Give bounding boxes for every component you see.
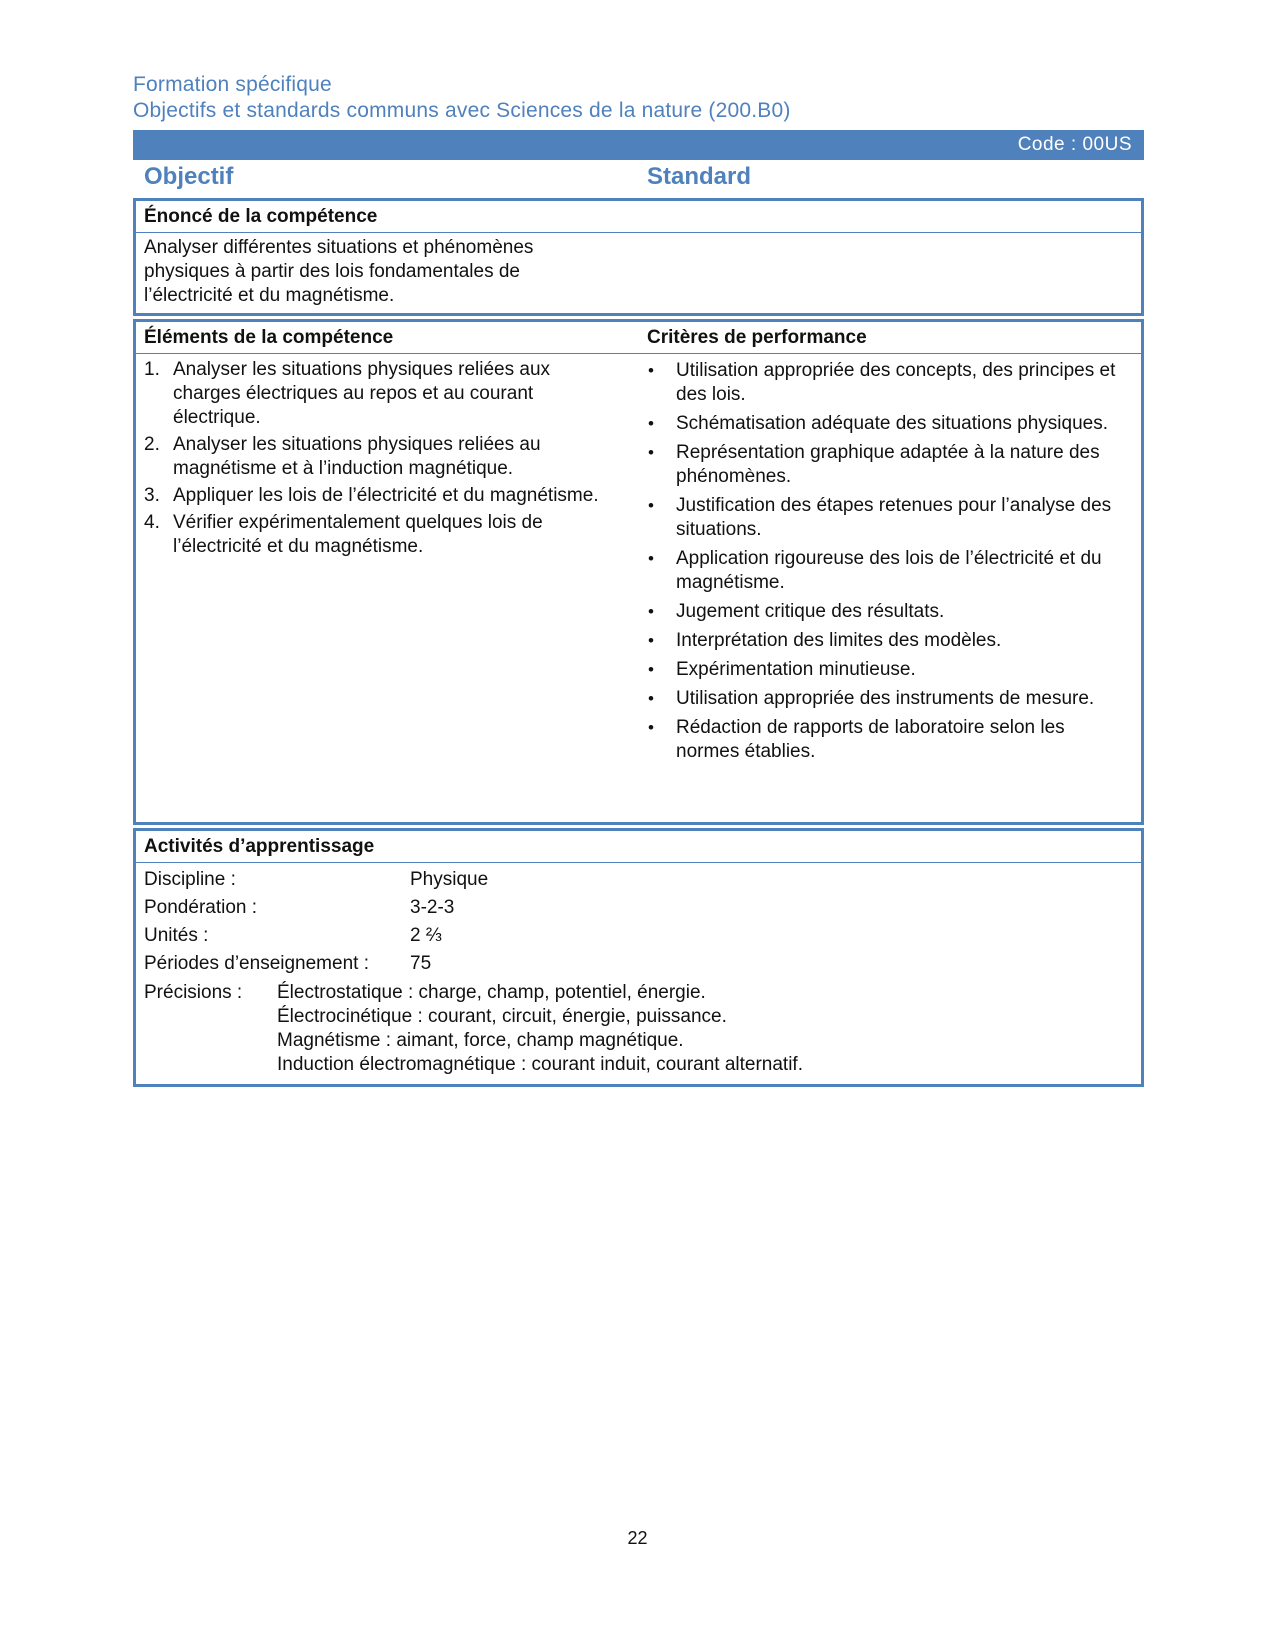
critere-text: Application rigoureuse des lois de l’électricité et du magnétisme. bbox=[676, 548, 1102, 593]
element-item bbox=[144, 511, 614, 559]
objectif-heading: Objectif bbox=[144, 163, 234, 190]
critere-text: Utilisation appropriée des concepts, des principes et des lois. bbox=[676, 360, 1116, 405]
element-number: 1. bbox=[144, 359, 160, 380]
critere-text: Jugement critique des résultats. bbox=[676, 601, 945, 622]
critere-item bbox=[647, 441, 1117, 489]
discipline-value: Physique bbox=[410, 869, 489, 890]
elements-title: Éléments de la compétence bbox=[144, 327, 394, 348]
critere-text: Schématisation adéquate des situations physiques. bbox=[676, 413, 1108, 434]
critere-item bbox=[647, 494, 1117, 542]
element-number: 3. bbox=[144, 485, 160, 506]
critere-text: Expérimentation minutieuse. bbox=[676, 659, 916, 680]
ponderation-value: 3-2-3 bbox=[410, 897, 455, 918]
critere-item bbox=[647, 359, 1117, 407]
enonce-section bbox=[133, 198, 1144, 316]
bullet-icon: • bbox=[648, 549, 654, 568]
element-text: Analyser les situations physiques reliées au magnétisme et à l’induction magnétique. bbox=[173, 434, 541, 479]
column-headings bbox=[133, 160, 1144, 198]
element-text: Appliquer les lois de l’électricité et du magnétisme. bbox=[173, 485, 599, 506]
code-bar bbox=[133, 130, 1144, 160]
criteres-title: Critères de performance bbox=[647, 327, 867, 348]
element-number: 2. bbox=[144, 434, 160, 455]
ponderation-label: Pondération : bbox=[144, 897, 258, 918]
bullet-icon: • bbox=[648, 631, 654, 650]
bullet-icon: • bbox=[648, 443, 654, 462]
critere-item bbox=[647, 547, 1117, 595]
bullet-icon: • bbox=[648, 496, 654, 515]
elements-header bbox=[136, 322, 1141, 354]
activites-section bbox=[133, 828, 1144, 1087]
critere-item bbox=[647, 412, 1117, 436]
enonce-text: Analyser différentes situations et phénomènes physiques à partir des lois fondamentales de l’électricité et du magnétisme. bbox=[144, 237, 534, 306]
precision-line: Induction électromagnétique : courant induit, courant alternatif. bbox=[277, 1054, 803, 1075]
bullet-icon: • bbox=[648, 414, 654, 433]
activites-header bbox=[136, 831, 1141, 863]
bullet-icon: • bbox=[648, 718, 654, 737]
elements-section bbox=[133, 319, 1144, 825]
standard-heading: Standard bbox=[647, 163, 752, 190]
unites-row bbox=[144, 924, 1133, 952]
enonce-title: Énoncé de la compétence bbox=[144, 206, 378, 227]
critere-item bbox=[647, 687, 1117, 711]
precision-line: Électrocinétique : courant, circuit, énergie, puissance. bbox=[277, 1006, 727, 1027]
element-item bbox=[144, 358, 614, 430]
enonce-header bbox=[136, 201, 1141, 233]
element-number: 4. bbox=[144, 512, 160, 533]
unites-value: 2 ⅔ bbox=[410, 925, 442, 946]
precision-line: Magnétisme : aimant, force, champ magnétique. bbox=[277, 1030, 684, 1051]
critere-text: Rédaction de rapports de laboratoire selon les normes établies. bbox=[676, 717, 1065, 762]
bullet-icon: • bbox=[648, 361, 654, 380]
element-text: Analyser les situations physiques reliées aux charges électriques au repos et au courant électrique. bbox=[173, 359, 551, 428]
criteres-list bbox=[647, 359, 1117, 769]
critere-text: Utilisation appropriée des instruments de mesure. bbox=[676, 688, 1095, 709]
critere-item bbox=[647, 658, 1117, 682]
precisions-label: Précisions : bbox=[144, 982, 243, 1003]
elements-list bbox=[144, 358, 614, 562]
critere-item bbox=[647, 600, 1117, 624]
precision-line: Électrostatique : charge, champ, potentiel, énergie. bbox=[277, 982, 706, 1003]
bullet-icon: • bbox=[648, 602, 654, 621]
header-formation: Formation spécifique bbox=[133, 73, 332, 96]
critere-text: Représentation graphique adaptée à la nature des phénomènes. bbox=[676, 442, 1100, 487]
discipline-label: Discipline : bbox=[144, 869, 236, 890]
precisions-block bbox=[144, 981, 1133, 1077]
discipline-row bbox=[144, 868, 1133, 896]
element-item bbox=[144, 484, 614, 508]
bullet-icon: • bbox=[648, 689, 654, 708]
critere-item bbox=[647, 629, 1117, 653]
element-text: Vérifier expérimentalement quelques lois de l’électricité et du magnétisme. bbox=[173, 512, 543, 557]
page-number: 22 bbox=[627, 1528, 648, 1548]
periodes-value: 75 bbox=[410, 953, 432, 974]
periodes-row bbox=[144, 952, 1133, 980]
periodes-label: Périodes d’enseignement : bbox=[144, 953, 369, 974]
bullet-icon: • bbox=[648, 660, 654, 679]
ponderation-row bbox=[144, 896, 1133, 924]
element-item bbox=[144, 433, 614, 481]
critere-text: Justification des étapes retenues pour l’analyse des situations. bbox=[676, 495, 1112, 540]
course-code: Code : 00US bbox=[1017, 134, 1132, 155]
activites-title: Activités d’apprentissage bbox=[144, 836, 375, 857]
critere-item bbox=[647, 716, 1117, 764]
critere-text: Interprétation des limites des modèles. bbox=[676, 630, 1002, 651]
header-objectifs: Objectifs et standards communs avec Sciences de la nature (200.B0) bbox=[133, 99, 791, 122]
document-page bbox=[133, 72, 1144, 1090]
unites-label: Unités : bbox=[144, 925, 209, 946]
